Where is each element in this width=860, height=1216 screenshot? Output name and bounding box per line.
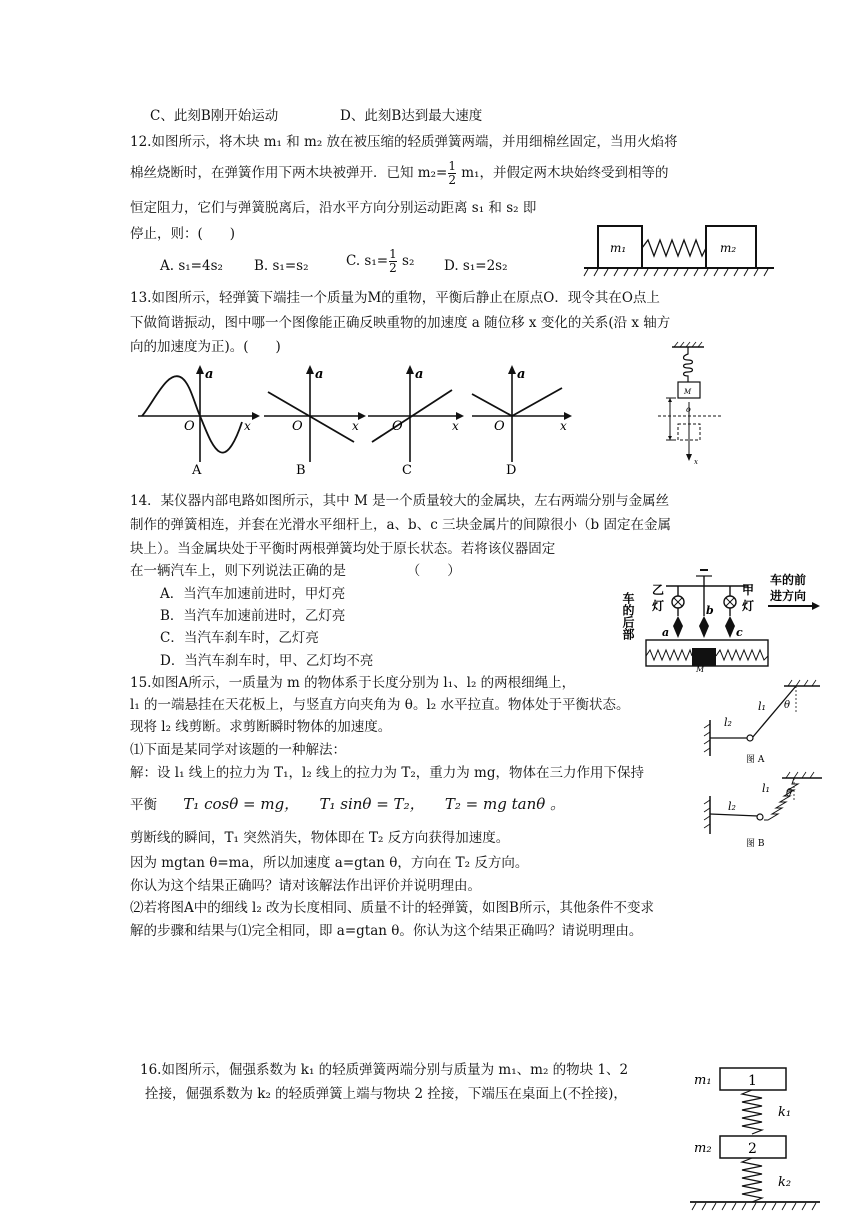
q13-graph-d-origin: O bbox=[494, 419, 505, 434]
q13-graph-c bbox=[368, 365, 464, 478]
q14-fig-lamp-jia-2: 灯 bbox=[742, 599, 755, 613]
q15-line-5: 解：设 l₁ 线上的拉力为 T₁，l₂ 线上的拉力为 T₂，重力为 mg，物体在三力作用下保持 bbox=[130, 765, 644, 781]
q12-line-4: 停止，则：( ) bbox=[130, 226, 236, 242]
q14-option-b: B．当汽车加速前进时，乙灯亮 bbox=[160, 608, 346, 624]
q14-fig-m: M bbox=[696, 665, 705, 674]
q13-graph-c-label: C bbox=[402, 463, 412, 478]
q15-line-11: 解的步骤和结果与⑴完全相同，即 a=gtan θ。你认为这个结果正确吗？请说明理由。 bbox=[130, 923, 643, 939]
q11-option-c: C、此刻B刚开始运动 bbox=[150, 108, 279, 124]
q13-graph-c-xaxis: x bbox=[452, 419, 459, 433]
q15-line-1: 15.如图A所示，一质量为 m 的物体系于长度分别为 l₁、l₂ 的两根细绳上， bbox=[130, 675, 576, 691]
q12-line-2 bbox=[130, 160, 668, 187]
q15-eq-3: T₂ = mg tanθ 。 bbox=[444, 795, 566, 813]
q13-graph-d-label: D bbox=[506, 463, 517, 478]
q14-line-1: 14．某仪器内部电路如图所示，其中 M 是一个质量较大的金属块，左右两端分别与金属丝 bbox=[130, 493, 670, 509]
q12-line-2-a: 棉丝烧断时，在弹簧作用下两木块被弹开．已知 m₂= bbox=[130, 165, 448, 181]
q13-graph-a-yaxis: a bbox=[205, 367, 214, 382]
q12-option-c bbox=[346, 248, 414, 275]
q14-line-4: 在一辆汽车上，则下列说法正确的是 （ ） bbox=[130, 563, 461, 579]
q16-line-2: 拴接，倔强系数为 k₂ 的轻质弹簧上端与物块 2 拴接，下端压在桌面上(不拴接)， bbox=[145, 1086, 627, 1102]
q15-fig-a-l2: l₂ bbox=[724, 716, 732, 729]
q13-graph-d-xaxis: x bbox=[560, 419, 567, 433]
q15-line-9: 你认为这个结果正确吗？请对该解法作出评价并说明理由。 bbox=[130, 878, 481, 894]
q14-fig-lamp-yi-2: 灯 bbox=[652, 599, 665, 613]
q13-graph-a bbox=[138, 365, 260, 478]
q13-graphs-figure bbox=[132, 362, 582, 480]
q13-graph-d-yaxis: a bbox=[517, 367, 526, 382]
q15-fig-b-l2: l₂ bbox=[728, 800, 736, 813]
q12-option-d: D. s₁=2s₂ bbox=[444, 258, 508, 274]
q15-fig-a-theta: θ bbox=[784, 700, 791, 711]
q15-figure-b bbox=[696, 770, 826, 852]
q15-fig-a-label: 图 A bbox=[746, 755, 765, 765]
q15-eq-2: T₁ sinθ = T₂， bbox=[319, 795, 425, 813]
q13-graph-c-yaxis: a bbox=[415, 367, 424, 382]
q12-option-c-fraction: $\frac{1}{2}$ bbox=[389, 247, 397, 275]
q16-fig-m1: m₁ bbox=[694, 1073, 712, 1088]
q16-fig-block-2: 2 bbox=[748, 1141, 757, 1157]
q15-line-4: ⑴下面是某同学对该题的一种解法： bbox=[130, 742, 346, 758]
q15-line-3: 现将 l₂ 线剪断。求剪断瞬时物体的加速度。 bbox=[130, 719, 392, 735]
q13-spring-mass-figure bbox=[650, 342, 730, 468]
q14-fig-b: b bbox=[706, 604, 714, 617]
q12-blocks-spring-figure bbox=[584, 218, 774, 282]
q15-line-6-label: 平衡 bbox=[130, 797, 157, 813]
q12-line-3: 恒定阻力，它们与弹簧脱离后，沿水平方向分别运动距离 s₁ 和 s₂ 即 bbox=[130, 200, 537, 216]
q13-line-1: 13.如图所示，轻弹簧下端挂一个质量为M的重物，平衡后静止在原点O．现令其在O点上 bbox=[130, 290, 660, 306]
q16-fig-k1: k₁ bbox=[778, 1105, 792, 1120]
q15-eq-1: T₁ cosθ = mg， bbox=[183, 795, 300, 813]
q12-line-2-b: m₁，并假定两木块始终受到相等的 bbox=[456, 165, 669, 181]
q13-graph-b-xaxis: x bbox=[352, 419, 359, 433]
q14-option-a: A．当汽车加速前进时，甲灯亮 bbox=[160, 586, 346, 602]
q15-fig-b-theta: θ bbox=[786, 788, 793, 799]
q12-line-1: 12.如图所示，将木块 m₁ 和 m₂ 放在被压缩的轻质弹簧两端，并用细棉丝固定，当用火焰将 bbox=[130, 134, 678, 150]
q13-fig-x: x bbox=[694, 458, 698, 466]
q11-option-d: D、此刻B达到最大速度 bbox=[340, 108, 483, 124]
q15-line-7: 剪断线的瞬间，T₁ 突然消失，物体即在 T₂ 反方向获得加速度。 bbox=[130, 830, 510, 846]
q12-fraction: $\frac{1}{2}$ bbox=[448, 159, 456, 187]
q13-graph-b bbox=[264, 365, 366, 478]
q14-line-3: 块上）。当金属块处于平衡时两根弹簧均处于原长状态。若将该仪器固定 bbox=[130, 541, 556, 557]
q13-graph-a-origin: O bbox=[184, 419, 195, 434]
q14-fig-lamp-jia-1: 甲 bbox=[742, 583, 755, 597]
q13-fig-origin: o bbox=[686, 405, 691, 414]
q15-line-6 bbox=[130, 794, 565, 815]
q12-fig-m2: m₂ bbox=[720, 241, 737, 255]
q12-option-c-b: s₂ bbox=[397, 253, 415, 269]
q15-fig-b-label: 图 B bbox=[746, 839, 765, 849]
q16-fig-k2: k₂ bbox=[778, 1175, 792, 1190]
q13-graph-b-yaxis: a bbox=[315, 367, 324, 382]
q14-fig-lamp-yi-1: 乙 bbox=[652, 583, 665, 597]
q15-line-8: 因为 mgtan θ=ma，所以加速度 a=gtan θ，方向在 T₂ 反方向。 bbox=[130, 855, 529, 871]
q12-fig-m1: m₁ bbox=[610, 241, 627, 255]
q15-fig-b-l1: l₁ bbox=[762, 782, 770, 795]
q14-fig-a: a bbox=[662, 626, 670, 639]
q15-line-2: l₁ 的一端悬挂在天花板上，与竖直方向夹角为 θ。l₂ 水平拉直。物体处于平衡状态。 bbox=[130, 697, 630, 713]
q14-line-2: 制作的弹簧相连，并套在光滑水平细杆上，a、b、c 三块金属片的间隙很小（b 固定在金属 bbox=[130, 517, 671, 533]
q13-graph-a-xaxis: x bbox=[244, 419, 251, 433]
q13-fig-m: M bbox=[684, 388, 692, 396]
q14-fig-forward-1: 车的前 bbox=[770, 573, 807, 587]
q15-line-10: ⑵若将图A中的细线 l₂ 改为长度相同、质量不计的轻弹簧，如图B所示，其他条件不变求 bbox=[130, 900, 654, 916]
q13-graph-b-label: B bbox=[296, 463, 306, 478]
q13-line-2: 下做简谐振动，图中哪一个图像能正确反映重物的加速度 a 随位移 x 变化的关系(沿 x 轴方 bbox=[130, 315, 671, 331]
q13-graph-d bbox=[472, 365, 572, 478]
q15-fig-a-l1: l₁ bbox=[758, 700, 766, 713]
q13-graph-c-origin: O bbox=[392, 419, 403, 434]
q14-fig-rear: 车的后部 bbox=[621, 592, 635, 640]
q16-line-1: 16.如图所示，倔强系数为 k₁ 的轻质弹簧两端分别与质量为 m₁、m₂ 的物块 1、2 bbox=[140, 1062, 629, 1078]
q14-fig-c: c bbox=[736, 626, 743, 639]
q16-spring-blocks-figure bbox=[690, 1064, 830, 1214]
q14-option-d: D．当汽车刹车时，甲、乙灯均不亮 bbox=[160, 653, 374, 669]
q13-graph-b-origin: O bbox=[292, 419, 303, 434]
q14-option-c: C．当汽车刹车时，乙灯亮 bbox=[160, 630, 319, 646]
q16-fig-block-1: 1 bbox=[748, 1073, 757, 1089]
q15-figure-a bbox=[696, 676, 826, 768]
q16-fig-m2: m₂ bbox=[694, 1141, 712, 1156]
q13-line-3: 向的加速度为正)。( ) bbox=[130, 339, 281, 355]
q12-option-b: B. s₁=s₂ bbox=[254, 258, 309, 274]
q12-option-c-a: C. s₁= bbox=[346, 253, 389, 269]
q13-graph-a-label: A bbox=[192, 463, 202, 478]
q14-circuit-figure bbox=[621, 564, 824, 674]
q12-option-a: A. s₁=4s₂ bbox=[160, 258, 223, 274]
q14-fig-forward-2: 进方向 bbox=[770, 589, 807, 603]
